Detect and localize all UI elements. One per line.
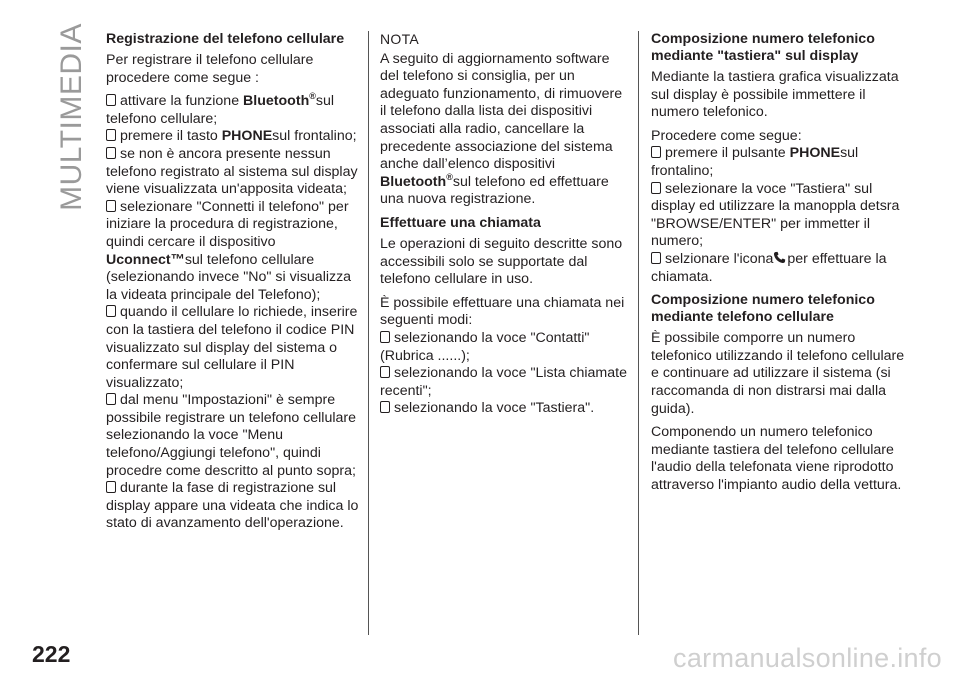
list-item: selzionare l'icona per effettuare la chiamata.: [651, 250, 887, 285]
list-item: durante la fase di registrazione sul display appare una videata che indica lo stato di avanzamento dell'operazione.: [106, 480, 359, 532]
list-item: selezionare "Connetti il telefono" per iniziare la procedura di registrazione, quindi cercare il dispositivo Uconnect™sul telefono cellulare (selezionando invece "No" si visualizza la videata principale del Telefono);: [106, 198, 352, 303]
list-item: premere il pulsante PHONEsul frontalino;: [651, 145, 859, 179]
checkbox-bullet-icon: [380, 366, 390, 378]
list-item: quando il cellulare lo richiede, inserire con la tastiera del telefono il codice PIN visualizzato sul display del sistema o confermare sul cellulare il PIN visualizzato;: [106, 304, 358, 391]
list-item: se non è ancora presente nessun telefono registrato al sistema sul display viene visualizzata un'apposita videata;: [106, 145, 358, 198]
checkbox-bullet-icon: [106, 200, 116, 212]
section-side-label: MULTIMEDIA: [55, 23, 89, 211]
paragraph: Componendo un numero telefonico mediante tastiera del telefono cellulare l'audio della telefonata viene riprodotto attraverso l'impianto audio della vettura.: [651, 424, 902, 493]
checkbox-bullet-icon: [651, 252, 661, 264]
note-text: A seguito di aggiornamento software del telefono si consiglia, per un adeguato funzionamento, di rimuovere il telefono dalla lista dei dispositivi associati alla radio, cancellare la precedente associazione del sistema anche dall’elenco dispositivi Bluetooth®sul telefono ed effettuare una nuova registrazione.: [380, 50, 623, 208]
paragraph: Mediante la tastiera grafica visualizzata sul display è possibile immettere il numero telefonico.: [651, 69, 899, 121]
column-3: [651, 31, 907, 500]
column-1: [106, 31, 362, 533]
heading-registrazione: Registrazione del telefono cellulare: [106, 31, 345, 47]
checkbox-bullet-icon: [380, 401, 390, 413]
checkbox-bullet-icon: [651, 146, 661, 158]
paragraph: Le operazioni di seguito descritte sono accessibili solo se supportate dal telefono cellulare in uso.: [380, 235, 623, 288]
checkbox-bullet-icon: [106, 305, 116, 317]
checkbox-bullet-icon: [380, 331, 390, 343]
intro-text: Per registrare il telefono cellulare procedere come segue :: [106, 52, 314, 86]
paragraph: Procedere come segue:: [651, 127, 802, 144]
list-item: selezionando la voce "Contatti" (Rubrica ......);: [380, 329, 590, 364]
list-item: dal menu "Impostazioni" è sempre possibile registrare un telefono cellulare selezionando la voce "Menu telefono/Aggiungi telefono", quindi procedre come descritto al punto sopra;: [106, 392, 356, 479]
checkbox-bullet-icon: [106, 481, 116, 493]
checkbox-bullet-icon: [651, 182, 661, 194]
checkbox-bullet-icon: [106, 94, 116, 106]
paragraph: È possibile comporre un numero telefonico utilizzando il telefono cellulare e continuare ad utilizzare il sistema (si raccomanda di non distrarsi mai dalla guida).: [651, 330, 905, 417]
heading-effettuare-chiamata: Effettuare una chiamata: [380, 214, 541, 231]
list-item: selezionare la voce "Tastiera" sul display ed utilizzare la manoppla detsra "BROWSE/ENTER" per immetter il numero;: [651, 180, 900, 250]
watermark: carmanualsonline.info: [673, 643, 942, 673]
list-item: selezionando la voce "Lista chiamate recenti";: [380, 365, 627, 399]
heading-telefono-cellulare: Composizione numero telefonico mediante telefono cellulare: [651, 292, 875, 326]
checkbox-bullet-icon: [106, 147, 116, 159]
column-2: [380, 31, 630, 418]
list-item: premere il tasto PHONEsul frontalino;: [106, 128, 362, 146]
phone-handset-icon: [773, 251, 786, 264]
page-number: 222: [32, 641, 71, 667]
list-item: attivare la funzione Bluetooth®sul telefono cellulare;: [106, 91, 335, 127]
heading-tastiera-display: Composizione numero telefonico mediante "tastiera" sul display: [651, 31, 875, 64]
paragraph: È possibile effettuare una chiamata nei seguenti modi:: [380, 294, 625, 329]
note-label: NOTA: [380, 31, 420, 47]
column-divider-2: [638, 31, 639, 635]
checkbox-bullet-icon: [106, 129, 116, 141]
checkbox-bullet-icon: [106, 393, 116, 405]
column-divider-1: [368, 31, 369, 635]
list-item: selezionando la voce "Tastiera".: [380, 400, 630, 418]
